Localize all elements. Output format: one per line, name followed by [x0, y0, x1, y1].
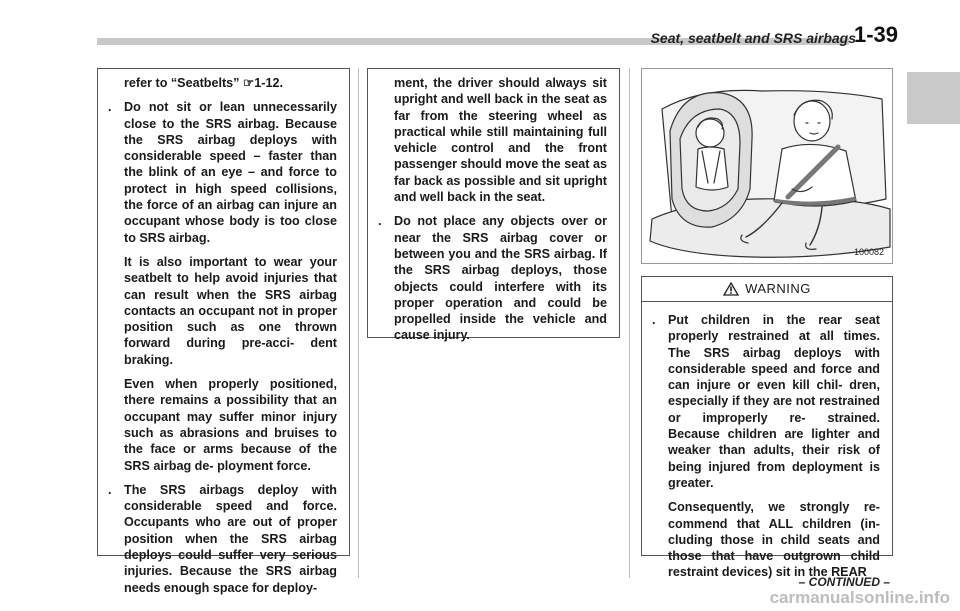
bullet-item [652, 312, 880, 491]
bullet-text: Do not sit or lean unnecessarily close to the SRS airbag. Because the SRS airbag deploys with considerable speed – faster than the blink of an eye – and force to protect in high speed collisions, the force of an airbag can injure an occupant whose body is too close to SRS airbag. [124, 100, 337, 245]
warning-triangle-icon [723, 282, 739, 296]
bullet-item [378, 213, 607, 343]
bullet-item [108, 99, 337, 246]
bullet: . [108, 482, 112, 497]
section-title: Seat, seatbelt and SRS airbags [650, 30, 856, 46]
illustration-drawing [642, 69, 892, 263]
figure-code: 100082 [853, 247, 884, 257]
column-divider-1 [358, 68, 359, 578]
intro-line: refer to “Seatbelts” ☞1-12. [124, 76, 283, 90]
paragraph: It is also important to wear your seatbelt to help avoid injuries that can result when the SRS airbag contacts an occupant not in proper position such as one thrown forward during pre-acci- dent braking. [124, 254, 337, 367]
bullet-text: The SRS airbags deploy with considerable speed and force. Occupants who are out of proper position when the SRS airbag deploys could suffer very serious injuries. Because the SRS airbag needs enough space for deploy- [124, 482, 337, 595]
continued-label: – CONTINUED – [798, 575, 890, 589]
warning-box [641, 276, 893, 580]
warning-heading: WARNING [745, 280, 811, 296]
bullet: . [652, 313, 656, 327]
bullet-text: Do not place any objects over or near the SRS airbag cover or between you and the SRS airbag. If the SRS airbag deploys, those objects could interfere with its proper operation and could be propelled inside the vehicle and cause injury. [394, 214, 607, 343]
bullet: . [378, 214, 382, 229]
continuation-paragraph: ment, the driver should always sit upright and well back in the seat as far from the steering wheel as practical while still maintaining full vehicle control and the front passenger should move the seat as far back as possible and sit upright and well back in the seat. [394, 76, 607, 205]
child-seat-illustration [641, 68, 893, 264]
caution-box-1 [97, 68, 350, 595]
page-number: 1-39 [853, 22, 898, 47]
paragraph: Even when properly positioned, there remains a possibility that an occupant may suffer minor injury such as abrasions and bruises to the face or arms because of the SRS airbag de- ployment force. [124, 377, 337, 473]
bullet: . [108, 100, 112, 115]
paragraph: Consequently, we strongly re- commend that ALL children (in- cluding those in child seats and those that have outgrown child restraint devices) sit in the REAR [668, 500, 880, 580]
chapter-tab [907, 72, 960, 124]
bullet-text: Put children in the rear seat properly restrained at all times. The SRS airbag deploys with considerable speed and force and can injure or even kill chil- dren, especially if they are not restrained or improperly re- strained. Because children are lighter and weaker than adults, their risk of being injured from deployment is greater. [668, 313, 880, 490]
bullet-item [108, 482, 337, 596]
column-divider-2 [629, 68, 630, 578]
caution-box-2 [367, 68, 620, 343]
watermark: carmanualsonline.info [769, 588, 950, 607]
warning-header [642, 277, 892, 302]
